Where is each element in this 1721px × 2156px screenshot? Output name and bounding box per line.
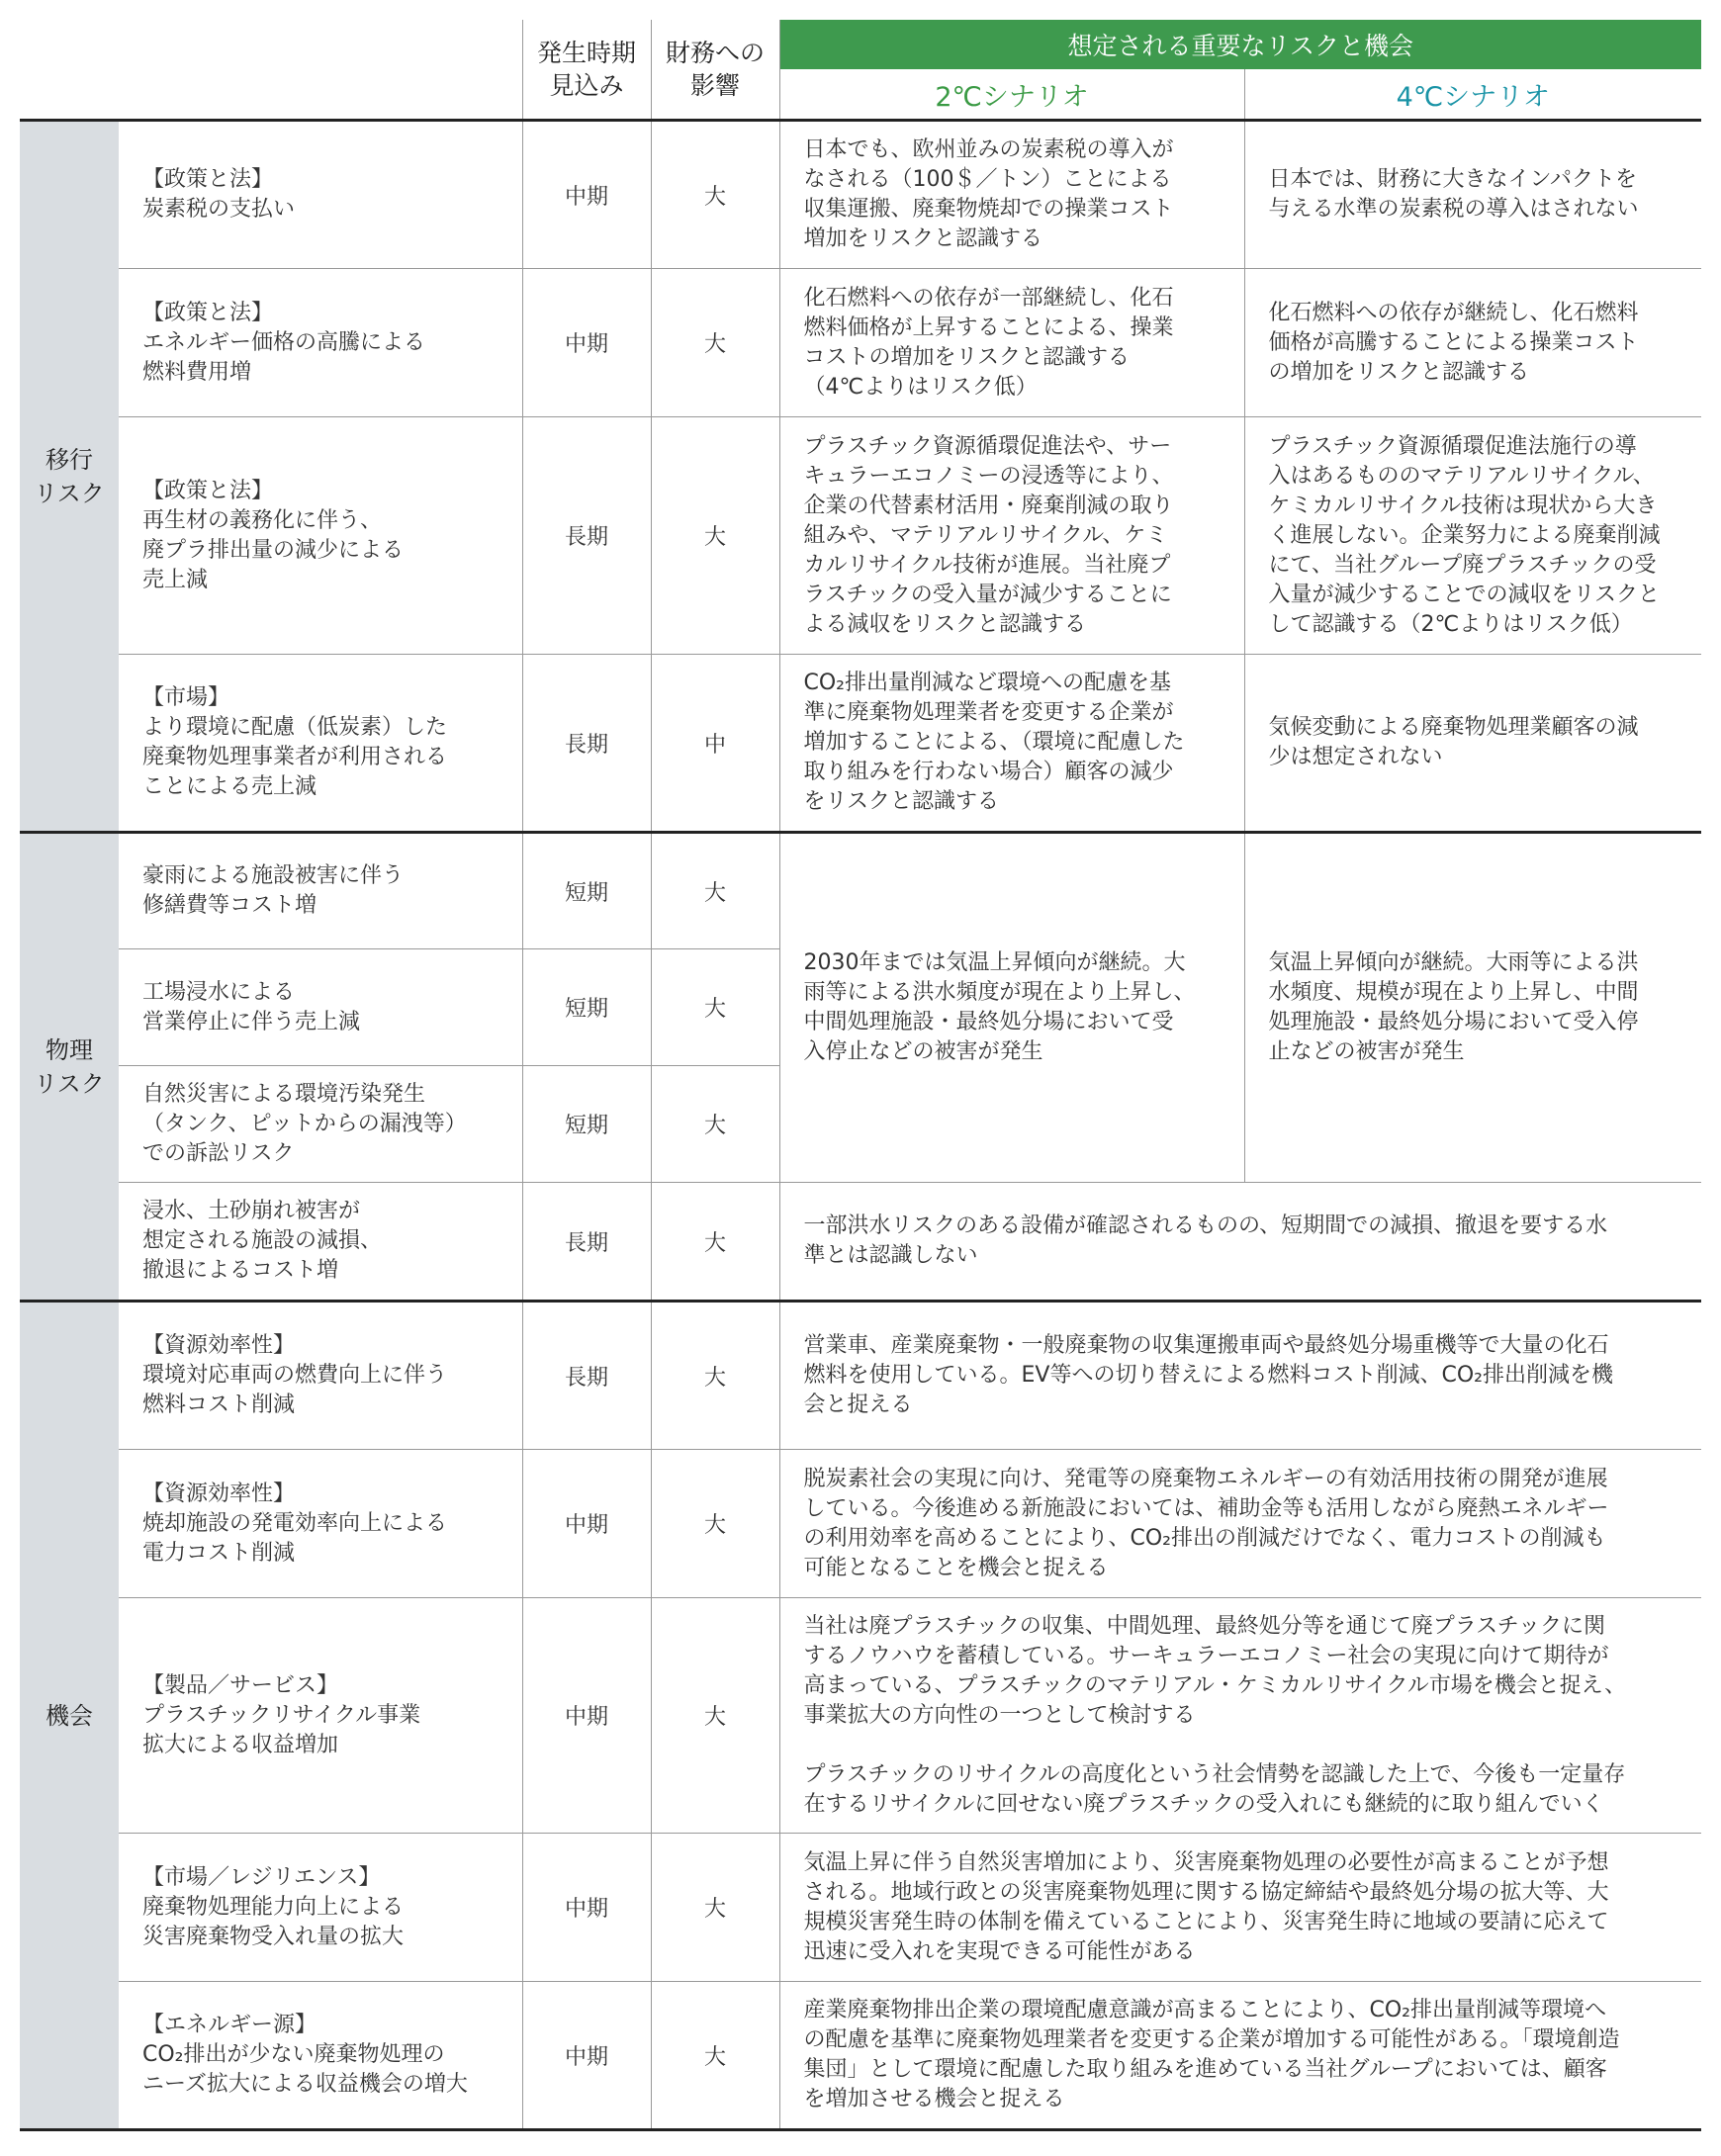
item-line: 災害廃棄物受入れ量の拡大 — [142, 1924, 405, 1949]
risk-opportunity-table — [20, 20, 1701, 2131]
category-transition-line1: 移行 — [45, 445, 93, 474]
scenario-4c-cell — [1244, 833, 1701, 1183]
text-line: 水頻度、規模が現在より上昇し、中間 — [1268, 980, 1639, 1005]
text-line: プラスチック資源循環促進法や、サー — [803, 433, 1172, 459]
item-line: 廃棄物処理能力向上による — [142, 1894, 405, 1920]
text-line: 化石燃料への依存が一部継続し、化石 — [803, 285, 1174, 311]
table-row — [20, 1834, 1701, 1982]
text-line: 取り組みを行わない場合）顧客の減少 — [803, 760, 1174, 784]
text-line: 営業車、産業廃棄物・一般廃棄物の収集運搬車両や最終処分場重機等で大量の化石 — [803, 1333, 1609, 1358]
scenario-2c-cell — [779, 833, 1244, 1183]
text-line: 高まっている、プラスチックのマテリアル・ケミカルリサイクル市場を機会と捉え、 — [803, 1672, 1627, 1698]
timing-cell: 長期 — [522, 417, 651, 655]
scenario-combined-cell — [779, 1598, 1701, 1834]
item-line: プラスチックリサイクル事業 — [142, 1702, 421, 1728]
text-line: く進展しない。企業努力による廃棄削減 — [1268, 522, 1661, 548]
table-row — [20, 1598, 1701, 1834]
item-line: 豪雨による施設被害に伴う — [142, 863, 405, 888]
risk-item — [119, 121, 522, 269]
item-line: 【資源効率性】 — [142, 1333, 296, 1358]
item-line: 【市場】 — [142, 685, 230, 710]
text-line: 一部洪水リスクのある設備が確認されるものの、短期間での減損、撤退を要する水 — [803, 1213, 1608, 1238]
category-physical-line2: リスク — [34, 1069, 105, 1098]
paragraph-2 — [804, 1760, 1688, 1820]
table-row — [20, 121, 1701, 269]
text-line: 規模災害発生時の体制を備えていることにより、災害発生時に地域の要請に応えて — [803, 1909, 1609, 1934]
impact-cell: 中 — [651, 655, 779, 833]
impact-cell: 大 — [651, 1302, 779, 1450]
item-line: エネルギー価格の高騰による — [142, 329, 426, 355]
impact-cell: 大 — [651, 1982, 779, 2130]
category-transition-line2: リスク — [34, 479, 105, 507]
timing-cell: 長期 — [522, 1183, 651, 1302]
text-line: （4℃よりはリスク低） — [803, 374, 1038, 400]
item-line: 電力コスト削減 — [142, 1540, 296, 1566]
header-row — [20, 20, 1701, 69]
text-line: 当社は廃プラスチックの収集、中間処理、最終処分等を通じて廃プラスチックに関 — [803, 1613, 1605, 1639]
text-line: 準とは認識しない — [803, 1243, 978, 1268]
text-line: 可能となることを機会と捉える — [803, 1555, 1109, 1580]
item-line: 修繕費等コスト増 — [142, 893, 317, 918]
item-line: 撤退によるコスト増 — [142, 1258, 339, 1283]
table-row — [20, 655, 1701, 833]
text-line: ラスチックの受入量が減少することに — [803, 582, 1172, 607]
scenario-4c-cell — [1244, 655, 1701, 833]
risk-item — [119, 269, 522, 417]
item-line: 想定される施設の減損、 — [142, 1228, 383, 1253]
table-row — [20, 1183, 1701, 1302]
item-line: ことによる売上減 — [142, 774, 317, 799]
text-line: している。今後進める新施設においては、補助金等も活用しながら廃熱エネルギー — [803, 1495, 1609, 1521]
timing-cell: 短期 — [522, 833, 651, 949]
text-line: 価格が高騰することによる操業コスト — [1268, 329, 1639, 355]
scenario-combined-cell — [779, 1183, 1701, 1302]
table-row — [20, 417, 1701, 655]
text-line: なされる（100＄／トン）ことによる — [803, 167, 1172, 192]
item-line: 【政策と法】 — [142, 167, 274, 192]
header-timing-line1: 発生時期 — [536, 39, 636, 67]
text-line: 雨等による洪水頻度が現在より上昇し、 — [803, 980, 1196, 1005]
header-impact-line2: 影響 — [689, 71, 740, 100]
text-line: 会と捉える — [803, 1392, 913, 1417]
item-line: 浸水、土砂崩れ被害が — [142, 1199, 361, 1223]
text-line: にて、当社グループ廃プラスチックの受 — [1268, 552, 1657, 578]
timing-cell: 長期 — [522, 1302, 651, 1450]
header-timing — [522, 20, 651, 121]
timing-cell: 短期 — [522, 1066, 651, 1183]
text-line: の利用効率を高めることにより、CO₂排出の削減だけでなく、電力コストの削減も — [803, 1525, 1606, 1551]
scenario-combined-cell — [779, 1302, 1701, 1450]
impact-cell: 大 — [651, 1183, 779, 1302]
category-physical-line1: 物理 — [45, 1035, 93, 1064]
timing-cell: 長期 — [522, 655, 651, 833]
category-opportunity: 機会 — [20, 1302, 119, 2130]
item-line: 自然災害による環境汚染発生 — [142, 1081, 426, 1107]
item-line: 燃料コスト削減 — [142, 1392, 296, 1417]
scenario-2c-cell — [779, 655, 1244, 833]
text-line: 準に廃棄物処理業者を変更する企業が — [803, 700, 1174, 725]
text-line: 与える水準の炭素税の導入はされない — [1268, 197, 1639, 222]
item-line: 廃棄物処理事業者が利用される — [142, 745, 448, 769]
table-row — [20, 1450, 1701, 1598]
item-line: （タンク、ピットからの漏洩等） — [142, 1111, 467, 1136]
text-line: 集団」として環境に配慮した取り組みを進めている当社グループにおいては、顧客 — [803, 2057, 1607, 2082]
item-line: での訴訟リスク — [142, 1140, 295, 1166]
opportunity-item — [119, 1982, 522, 2130]
timing-cell: 中期 — [522, 1450, 651, 1598]
opportunity-item — [119, 1302, 522, 1450]
item-line: CO₂排出が少ない廃棄物処理の — [142, 2042, 445, 2067]
header-blank — [20, 20, 522, 121]
text-line: を増加させる機会と捉える — [803, 2087, 1065, 2111]
impact-cell: 大 — [651, 949, 779, 1066]
text-line: 事業拡大の方向性の一つとして検討する — [803, 1702, 1196, 1728]
item-line: より環境に配慮（低炭素）した — [142, 715, 448, 740]
item-line: 再生材の義務化に伴う、 — [142, 507, 383, 533]
opportunity-item — [119, 1450, 522, 1598]
text-line: 2030年までは気温上昇傾向が継続。大 — [803, 950, 1186, 975]
opportunity-item — [119, 1834, 522, 1982]
category-physical — [20, 833, 119, 1302]
text-line: カルリサイクル技術が進展。当社廃プ — [803, 552, 1171, 578]
text-line: プラスチック資源循環促進法施行の導 — [1268, 433, 1637, 459]
text-line: プラスチックのリサイクルの高度化という社会情勢を認識した上で、今後も一定量存 — [803, 1761, 1626, 1787]
text-line: コストの増加をリスクと認識する — [803, 344, 1131, 370]
impact-cell: 大 — [651, 417, 779, 655]
item-line: ニーズ拡大による収益機会の増大 — [142, 2072, 468, 2097]
header-impact — [651, 20, 779, 121]
risk-item — [119, 417, 522, 655]
text-line: 入はあるもののマテリアルリサイクル、 — [1268, 463, 1655, 489]
text-line: の増加をリスクと認識する — [1268, 359, 1530, 385]
table-row — [20, 833, 1701, 949]
header-scenario-group: 想定される重要なリスクと機会 — [779, 20, 1701, 69]
text-line: 入量が減少することでの減収をリスクと — [1268, 582, 1661, 607]
category-transition — [20, 121, 119, 833]
table-row — [20, 1302, 1701, 1450]
risk-item — [119, 949, 522, 1066]
scenario-2c-cell — [779, 269, 1244, 417]
text-line: 組みや、マテリアルリサイクル、ケミ — [803, 522, 1168, 548]
text-line: 気温上昇に伴う自然災害増加により、災害廃棄物処理の必要性が高まることが予想 — [803, 1849, 1609, 1875]
text-line: をリスクと認識する — [803, 789, 1000, 814]
text-line: の配慮を基準に廃棄物処理業者を変更する企業が増加する可能性がある。「環境創造 — [803, 2027, 1620, 2052]
item-line: 燃料費用増 — [142, 359, 252, 385]
impact-cell: 大 — [651, 833, 779, 949]
text-line: して認識する（2℃よりはリスク低） — [1268, 611, 1633, 637]
timing-cell: 中期 — [522, 269, 651, 417]
text-line: される。地域行政との災害廃棄物処理に関する協定締結や最終処分場の拡大等、大 — [803, 1879, 1609, 1905]
text-line: 気候変動による廃棄物処理業顧客の減 — [1268, 715, 1639, 740]
scenario-4c-cell — [1244, 121, 1701, 269]
text-line: 企業の代替素材活用・廃棄削減の取り — [803, 493, 1174, 518]
text-line: 燃料を使用している。EV等への切り替えによる燃料コスト削減、CO₂排出削減を機 — [803, 1363, 1613, 1388]
text-line: 燃料価格が上昇することによる、操業 — [803, 314, 1174, 340]
item-line: 【エネルギー源】 — [142, 2013, 317, 2037]
text-line: 入停止などの被害が発生 — [803, 1039, 1043, 1064]
scenario-combined-cell — [779, 1450, 1701, 1598]
text-line: 処理施設・最終処分場において受入停 — [1268, 1010, 1639, 1034]
header-4c: 4℃シナリオ — [1244, 69, 1701, 121]
text-line: 止などの被害が発生 — [1268, 1039, 1465, 1064]
item-line: 売上減 — [142, 567, 209, 592]
item-line: 焼却施設の発電効率向上による — [142, 1510, 448, 1536]
text-line: 日本では、財務に大きなインパクトを — [1268, 167, 1637, 192]
item-line: 【製品／サービス】 — [142, 1672, 339, 1698]
scenario-combined-cell — [779, 1834, 1701, 1982]
item-line: 廃プラ排出量の減少による — [142, 537, 405, 563]
timing-cell: 中期 — [522, 1598, 651, 1834]
scenario-2c-cell — [779, 121, 1244, 269]
item-line: 【市場／レジリエンス】 — [142, 1864, 381, 1890]
text-line: 気温上昇傾向が継続。大雨等による洪 — [1268, 950, 1639, 975]
scenario-combined-cell — [779, 1982, 1701, 2130]
timing-cell: 中期 — [522, 1982, 651, 2130]
text-line: 増加をリスクと認識する — [803, 226, 1043, 251]
item-line: 工場浸水による — [142, 979, 296, 1005]
risk-item — [119, 1183, 522, 1302]
table-row — [20, 1982, 1701, 2130]
item-line: 環境対応車両の燃費向上に伴う — [142, 1363, 448, 1388]
item-line: 炭素税の支払い — [142, 197, 296, 222]
impact-cell: 大 — [651, 1834, 779, 1982]
timing-cell: 中期 — [522, 1834, 651, 1982]
scenario-4c-cell — [1244, 417, 1701, 655]
timing-cell: 中期 — [522, 121, 651, 269]
scenario-4c-cell — [1244, 269, 1701, 417]
text-line: 在するリサイクルに回せない廃プラスチックの受入れにも継続的に取り組んでいく — [803, 1791, 1604, 1817]
text-line: するノウハウを蓄積している。サーキュラーエコノミー社会の実現に向けて期待が — [803, 1643, 1609, 1668]
text-line: よる減収をリスクと認識する — [803, 611, 1087, 637]
risk-item — [119, 655, 522, 833]
item-line: 営業停止に伴う売上減 — [142, 1009, 361, 1034]
table-row — [20, 269, 1701, 417]
impact-cell: 大 — [651, 121, 779, 269]
impact-cell: 大 — [651, 1450, 779, 1598]
text-line: キュラーエコノミーの浸透等により、 — [803, 463, 1174, 489]
text-line: 産業廃棄物排出企業の環境配慮意識が高まることにより、CO₂排出量削減等環境へ — [803, 1998, 1606, 2022]
item-line: 【政策と法】 — [142, 478, 274, 503]
item-line: 拡大による収益増加 — [142, 1732, 339, 1757]
text-line: CO₂排出量削減など環境への配慮を基 — [803, 671, 1171, 695]
header-impact-line1: 財務への — [665, 39, 765, 67]
risk-item — [119, 1066, 522, 1183]
text-line: 化石燃料への依存が継続し、化石燃料 — [1268, 300, 1639, 325]
header-2c: 2℃シナリオ — [779, 69, 1244, 121]
item-line: 【政策と法】 — [142, 300, 274, 325]
opportunity-item — [119, 1598, 522, 1834]
impact-cell: 大 — [651, 269, 779, 417]
text-line: 収集運搬、廃棄物焼却での操業コスト — [803, 197, 1174, 222]
risk-item — [119, 833, 522, 949]
text-line: ケミカルリサイクル技術は現状から大き — [1268, 493, 1658, 518]
text-line: 迅速に受入れを実現できる可能性がある — [803, 1938, 1196, 1964]
scenario-2c-cell — [779, 417, 1244, 655]
timing-cell: 短期 — [522, 949, 651, 1066]
text-line: 少は想定されない — [1268, 745, 1443, 769]
text-line: 日本でも、欧州並みの炭素税の導入が — [803, 137, 1174, 162]
item-line: 【資源効率性】 — [142, 1481, 296, 1506]
risk-opportunity-table-container — [20, 20, 1701, 2131]
text-line: 中間処理施設・最終処分場において受 — [803, 1010, 1174, 1034]
text-line: 脱炭素社会の実現に向け、発電等の廃棄物エネルギーの有効活用技術の開発が進展 — [803, 1466, 1608, 1491]
impact-cell: 大 — [651, 1066, 779, 1183]
impact-cell: 大 — [651, 1598, 779, 1834]
header-timing-line2: 見込み — [549, 71, 624, 100]
text-line: 増加することによる、（環境に配慮した — [803, 730, 1185, 755]
